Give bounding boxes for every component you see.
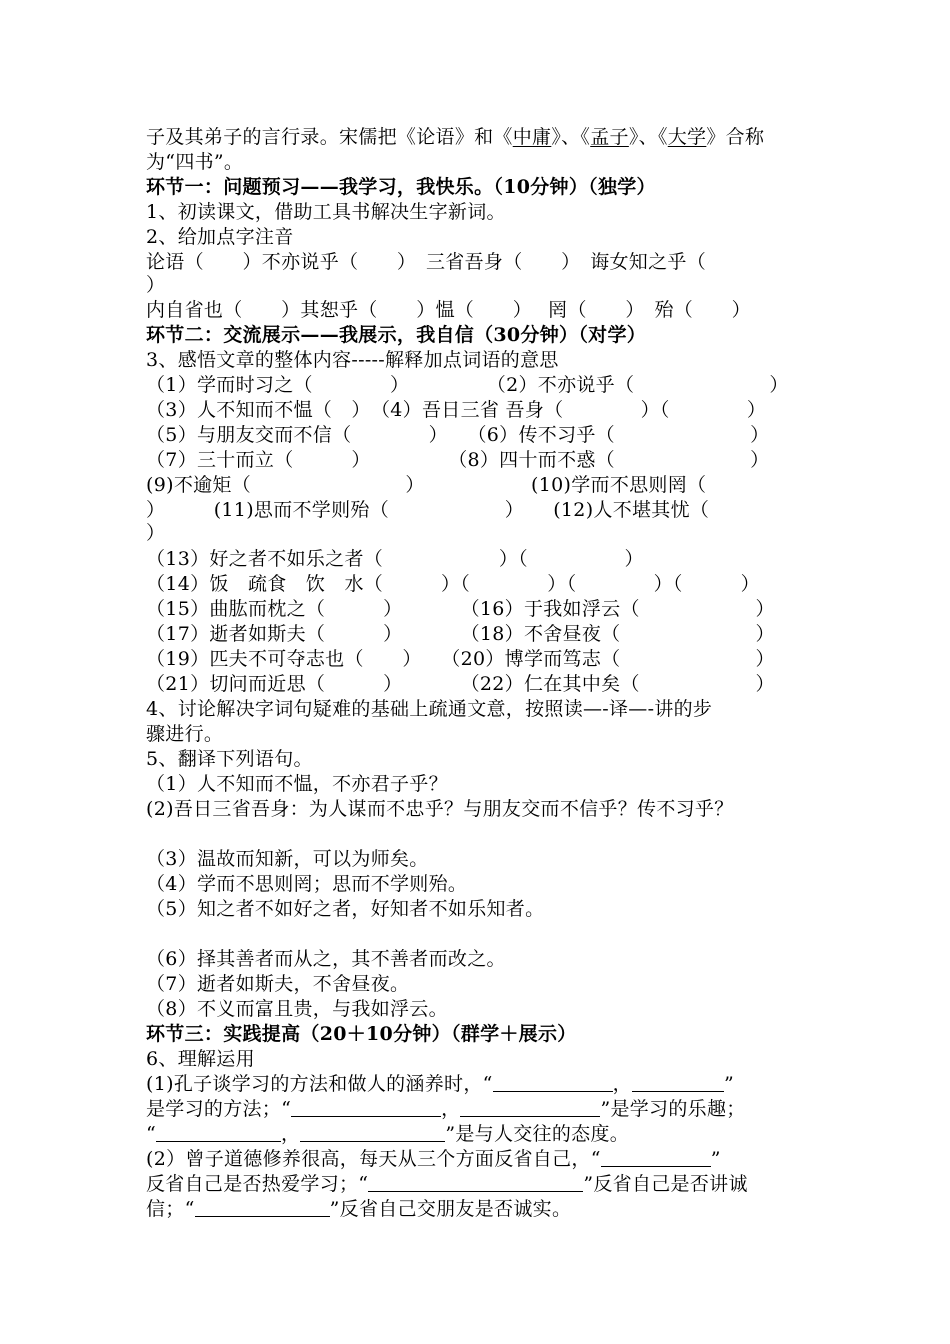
intro-line-1	[146, 125, 764, 150]
question-punct: “	[146, 1123, 157, 1145]
explain-row: （14）饭 疏食 饮 水（ ）（ ）（ ）（ ）	[146, 573, 760, 595]
item-4-line-1: 4、讨论解决字词句疑难的基础上疏通文意，按照读—-译—-讲的步	[146, 698, 713, 720]
intro-text-end: 》合称	[706, 126, 765, 148]
translation-item: （5）知之者不如好之者，好知者不如乐知者。	[146, 898, 545, 920]
translation-item: （7）逝者如斯夫，不舍昼夜。	[146, 973, 410, 995]
item-6: 6、理解运用	[146, 1048, 255, 1070]
question-text: ”反省自己交朋友是否诚实。	[329, 1198, 572, 1220]
intro-punct: 》和《	[454, 126, 513, 148]
question-punct: ，	[612, 1073, 632, 1095]
explain-row: (9)不逾矩（ ） (10)学而不思则罔（	[146, 474, 707, 496]
answer-blank[interactable]	[291, 1098, 441, 1117]
question-text: ”是学习的乐趣；	[600, 1098, 746, 1120]
section-1-heading: 环节一：问题预习——我学习，我快乐。（10分钟）（独学）	[146, 176, 656, 198]
explain-row: ）	[146, 522, 166, 544]
intro-text: 子及其弟子的言行录。宋儒把《	[146, 126, 417, 148]
question-punct: ”	[723, 1073, 734, 1095]
explain-row: （13）好之者不如乐之者（ ）（ ）	[146, 548, 644, 570]
translation-item: （1）人不知而不愠，不亦君子乎？	[146, 773, 448, 795]
item-2: 2、给加点字注音	[146, 226, 294, 248]
book-title-daxue: 大学	[667, 126, 707, 148]
section-2-heading: 环节二：交流展示——我展示，我自信（30分钟）（对学）	[146, 324, 647, 346]
question-text: ”反省自己是否讲诚	[583, 1173, 748, 1195]
explain-row: （7）三十而立（ ） （8）四十而不惑（ ）	[146, 449, 770, 471]
translation-item: （6）择其善者而从之，其不善者而改之。	[146, 948, 506, 970]
translation-item: （4）学而不思则罔；思而不学则殆。	[146, 873, 468, 895]
answer-blank[interactable]	[460, 1098, 600, 1117]
question-1-line-1	[146, 1072, 734, 1097]
explain-row: ） (11)思而不学则殆（ ） (12)人不堪其忧（	[146, 499, 710, 521]
explain-row: （3）人不知而不愠（ ） （4）吾日三省 吾身（ ）（ ）	[146, 399, 767, 421]
item-1: 1、初读课文，借助工具书解决生字新词。	[146, 201, 506, 223]
pinyin-row-1: 论语（ ）不亦说乎（ ） 三省吾身（ ） 诲女知之乎（	[146, 251, 707, 273]
answer-blank[interactable]	[156, 1123, 281, 1142]
intro-line-2: 为“四书”。	[146, 151, 244, 173]
explain-row: （17）逝者如斯夫（ ） （18）不舍昼夜（ ）	[146, 623, 775, 645]
question-text: (2）曾子道德修养很高，每天从三个方面反省自己，“	[146, 1148, 601, 1170]
answer-blank[interactable]	[601, 1148, 711, 1167]
question-1-line-3	[146, 1122, 629, 1147]
question-2-line-1	[146, 1147, 721, 1172]
explain-row: （21）切问而近思（ ） （22）仁在其中矣（ ）	[146, 673, 775, 695]
answer-blank[interactable]	[632, 1073, 724, 1092]
translation-item: （3）温故而知新，可以为师矣。	[146, 848, 429, 870]
explain-row: （15）曲肱而枕之（ ） （16）于我如浮云（ ）	[146, 598, 775, 620]
question-text: 是学习的方法；“	[146, 1098, 292, 1120]
translation-item: （8）不义而富且贵，与我如浮云。	[146, 998, 448, 1020]
translation-item: (2)吾日三省吾身：为人谋而不忠乎？与朋友交而不信乎？传不习乎？	[146, 798, 734, 820]
pinyin-row-2: 内自省也（ ）其恕乎（ ）愠（ ） 罔（ ） 殆（ ）	[146, 299, 751, 321]
question-1-line-2	[146, 1097, 746, 1122]
book-title-zhongyong: 中庸	[512, 126, 552, 148]
pinyin-row-1-cont: ）	[146, 274, 166, 296]
answer-blank[interactable]	[493, 1073, 613, 1092]
explain-row: （1）学而时习之（ ） （2）不亦说乎（ ）	[146, 374, 789, 396]
question-punct: ”	[710, 1148, 721, 1170]
question-2-line-2	[146, 1172, 748, 1197]
intro-punct: 》、《	[628, 126, 668, 148]
question-text: 信；“	[146, 1198, 195, 1220]
question-text: 反省自己是否热爱学习；“	[146, 1173, 369, 1195]
answer-blank[interactable]	[368, 1173, 583, 1192]
item-4-line-2: 骤进行。	[146, 723, 224, 745]
intro-punct: 》、《	[551, 126, 591, 148]
question-punct: ，	[281, 1123, 301, 1145]
book-title-lunyu: 论语	[416, 126, 455, 148]
explain-row: （19）匹夫不可夺志也（ ） （20）博学而笃志（ ）	[146, 648, 775, 670]
answer-blank[interactable]	[300, 1123, 445, 1142]
item-3: 3、感悟文章的整体内容-----解释加点词语的意思	[146, 349, 559, 371]
question-2-line-3	[146, 1197, 571, 1222]
question-punct: ，	[441, 1098, 461, 1120]
book-title-mengzi: 孟子	[590, 126, 629, 148]
section-3-heading: 环节三：实践提高（20＋10分钟）（群学＋展示）	[146, 1023, 577, 1045]
explain-row: （5）与朋友交而不信（ ） （6）传不习乎（ ）	[146, 424, 770, 446]
answer-blank[interactable]	[195, 1198, 330, 1217]
question-text: ”是与人交往的态度。	[445, 1123, 630, 1145]
question-text: (1)孔子谈学习的方法和做人的涵养时，“	[146, 1073, 493, 1095]
item-5: 5、翻译下列语句。	[146, 748, 313, 770]
